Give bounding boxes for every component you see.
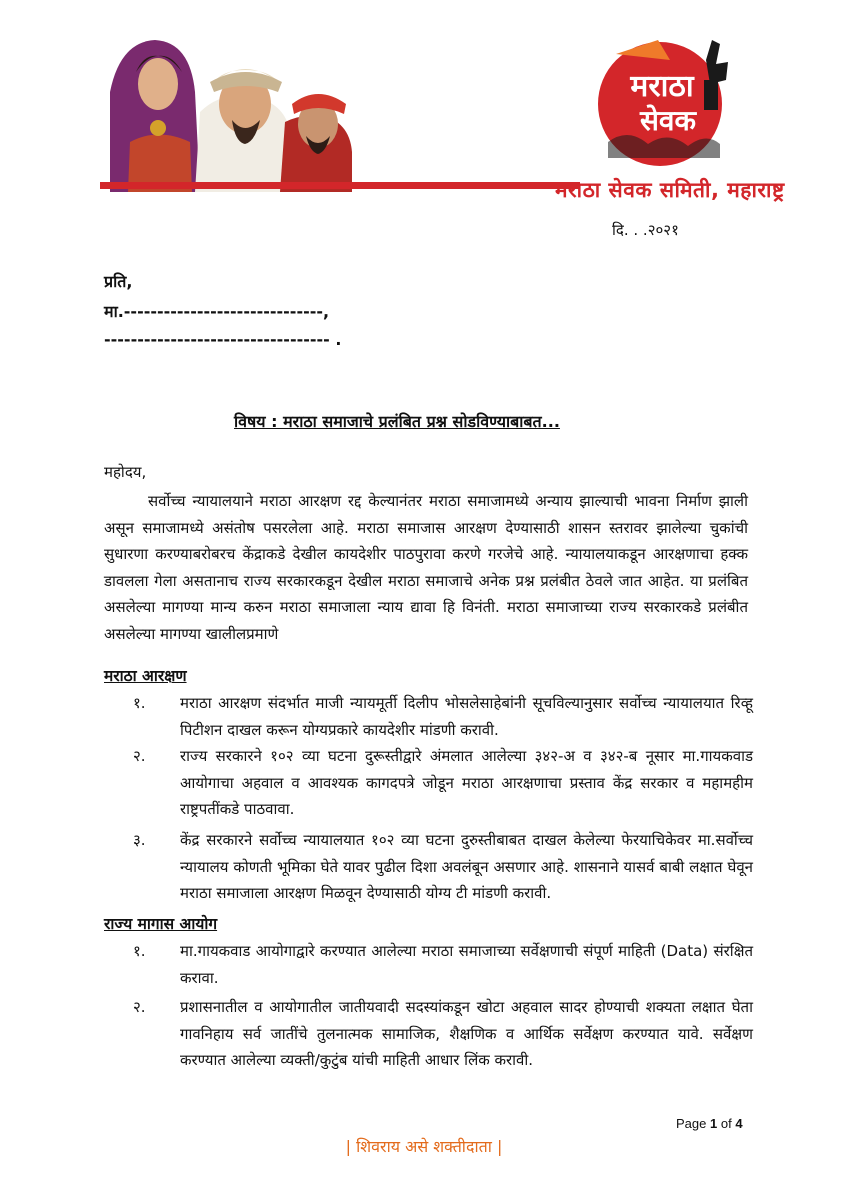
page-current: 1 [710,1116,718,1131]
address-to: प्रति, [104,272,133,291]
logo-text-line1: मराठा [630,69,694,104]
list-item-number: ३. [133,831,146,849]
section-heading-state-backward-commission: राज्य मागास आयोग [104,915,218,933]
page-label: Page [676,1116,707,1131]
list-item-text: मा.गायकवाड आयोगाद्वारे करण्यात आलेल्या मराठा समाजाच्या सर्वेक्षणाची संपूर्ण माहिती (Data) संरक्षित करावा. [180,942,753,987]
list-item [133,827,753,907]
page-total: 4 [735,1116,743,1131]
address-location-blank: ---------------------------------- . [104,330,342,349]
organization-name: मराठा सेवक समिती, महाराष्ट्र [555,178,785,202]
list-item-text: प्रशासनातील व आयोगातील जातीयवादी सदस्यांकडून खोटा अहवाल सादर होण्याची शक्यता लक्षात घेता गावनिहाय सर्व जातींचे तुलनात्मक सामाजिक, शैक्षणिक व आर्थिक सर्वेक्षण करण्यात यावे. सर्वेक्षण करण्यात आलेल्या व्यक्ती/कुटुंब यांची माहिती आधार लिंक करावी. [180,998,753,1069]
logo-text-line2: सेवक [639,104,697,137]
header-divider-line [100,182,580,189]
salutation: महोदय, [104,463,147,481]
page-of-label: of [720,1116,732,1131]
list-item-number: २. [133,998,146,1016]
maratha-sevak-logo [588,32,738,172]
letter-date: दि. . .२०२१ [612,221,679,239]
list-item [133,690,753,743]
historical-portraits-image [100,32,355,192]
list-item [133,743,753,823]
list-item-number: २. [133,747,146,765]
letter-subject: विषय : मराठा समाजाचे प्रलंबित प्रश्न सोडविण्याबाबत... [234,412,560,431]
section-heading-maratha-reservation: मराठा आरक्षण [104,667,187,685]
list-item-number: १. [133,942,146,960]
address-recipient-blank: मा.------------------------------, [104,302,330,321]
intro-paragraph: सर्वोच्च न्यायालयाने मराठा आरक्षण रद्द केल्यानंतर मराठा समाजामध्ये अन्याय झाल्याची भावना निर्माण झाली असून समाजामध्ये असंतोष पसरलेला आहे. मराठा समाजास आरक्षण देण्यासाठी शासन स्तरावर झालेल्या चुकांची सुधारणा करण्याबरोबरच केंद्राकडे देखील कायदेशीर पाठपुरावा करणे गरजेचे आहे. न्यायालयाकडून आरक्षणाचा हक्क डावलला गेला असतानाच राज्य सरकारकडून देखील मराठा समाजाचे अनेक प्रश्न प्रलंबीत ठेवले जात आहेत. या प्रलंबित असलेल्या मागण्या मान्य करुन मराठा समाजाला न्याय द्यावा हि विनंती. मराठा समाजाच्या राज्य सरकारकडे प्रलंबीत असलेल्या मागण्या खालीलप्रमाणे [104,492,748,643]
list-item-number: १. [133,694,146,712]
footer-motto: | शिवराय असे शक्तीदाता | [345,1137,503,1156]
page-number [676,1116,743,1131]
list-item-text: मराठा आरक्षण संदर्भात माजी न्यायमूर्ती दिलीप भोसलेसाहेबांनी सूचविल्यानुसार सर्वोच्च न्यायालयात रिव्हू पिटीशन दाखल करून योग्यप्रकारे कायदेशीर मांडणी करावी. [180,694,753,739]
list-item-text: राज्य सरकारने १०२ व्या घटना दुरूस्तीद्वारे अंमलात आलेल्या ३४२-अ व ३४२-ब नूसार मा.गायकवाड आयोगाचा अहवाल व आवश्यक कागदपत्रे जोडून मराठा आरक्षणाचा प्रस्ताव केंद्र सरकार व महामहीम राष्ट्रपतींकडे पाठवावा. [180,747,753,818]
list-item-text: केंद्र सरकारने सर्वोच्च न्यायालयात १०२ व्या घटना दुरुस्तीबाबत दाखल केलेल्या फेरयाचिकेवर मा.सर्वोच्च न्यायालय कोणती भूमिका घेते यावर पुढील दिशा अवलंबून असणार आहे. शासनाने यासर्व बाबी लक्षात घेवून मराठा समाजाला आरक्षण मिळवून देण्यासाठी योग्य टी मांडणी करावी. [180,831,753,902]
list-item [133,938,753,991]
list-item [133,994,753,1074]
